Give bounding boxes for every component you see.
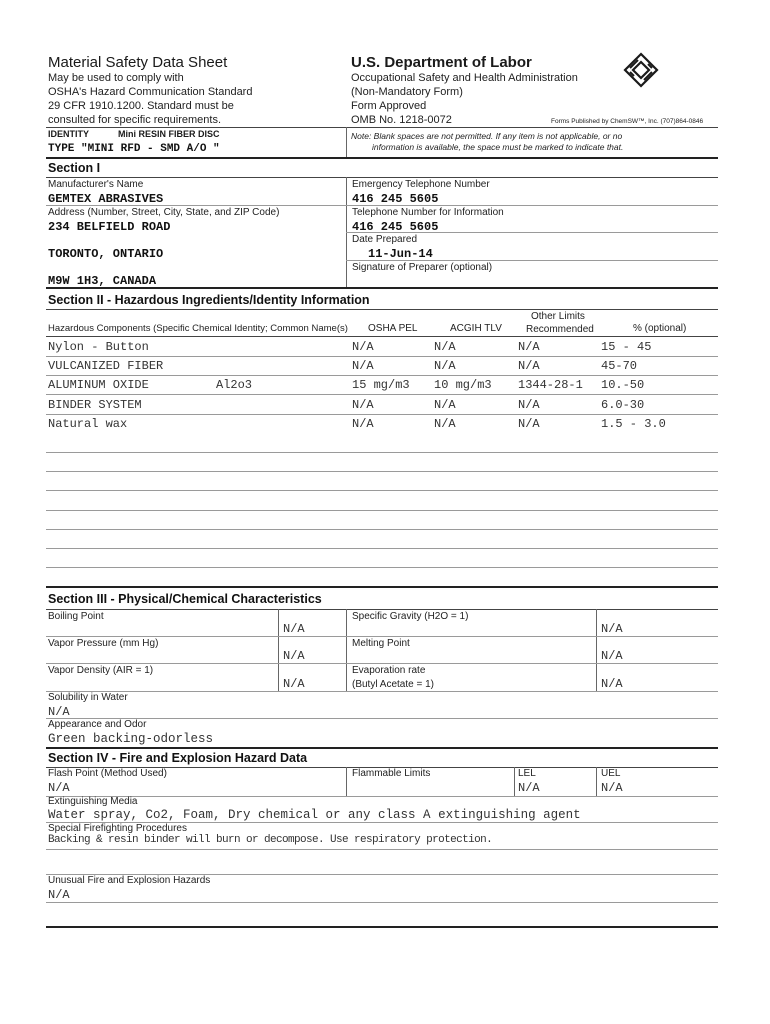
- uel-value: N/A: [601, 781, 623, 795]
- blank-row-line: [46, 548, 718, 549]
- ingredient-name: Nylon - Button: [48, 340, 149, 354]
- header-right-line-3: Form Approved: [351, 100, 427, 112]
- extinguishing-media-value: Water spray, Co2, Foam, Dry chemical or any class A extinguishing agent: [48, 808, 581, 822]
- header-left-line-1: May be used to comply with: [48, 72, 184, 84]
- firefighting-procedures-label: Special Firefighting Procedures: [48, 823, 187, 834]
- blank-row-line: [46, 452, 718, 453]
- ingredient-acgih-tlv: N/A: [434, 340, 456, 354]
- flash-point-label: Flash Point (Method Used): [48, 768, 167, 779]
- emergency-phone-label: Emergency Telephone Number: [352, 179, 490, 190]
- percent-column-header: % (optional): [633, 323, 687, 334]
- ingredient-formula: Al2o3: [216, 378, 253, 392]
- section-2-title: Section II - Hazardous Ingredients/Identity Information: [48, 293, 370, 307]
- flammable-limits-label: Flammable Limits: [352, 768, 431, 779]
- section-1-title: Section I: [48, 161, 101, 175]
- date-prepared-label: Date Prepared: [352, 234, 418, 245]
- ingredient-name: ALUMINUM OXIDE: [48, 378, 149, 392]
- address-line-1: 234 BELFIELD ROAD: [48, 220, 171, 234]
- ingredient-percent: 1.5 - 3.0: [601, 417, 666, 431]
- melting-point-label: Melting Point: [352, 638, 410, 649]
- ingredient-percent: 6.0-30: [601, 398, 645, 412]
- lel-label: LEL: [518, 768, 536, 779]
- chemsw-logo-icon: [621, 52, 661, 88]
- info-phone-label: Telephone Number for Information: [352, 207, 504, 218]
- signature-label: Signature of Preparer (optional): [352, 262, 493, 273]
- osha-pel-column-header: OSHA PEL: [368, 323, 418, 334]
- identity-value: Mini RESIN FIBER DISC: [118, 129, 220, 139]
- publisher-note: Forms Published by ChemSW™, Inc. (707)864-0846: [551, 118, 704, 125]
- ingredient-other-limits: N/A: [518, 398, 540, 412]
- ingredient-percent: 45-70: [601, 359, 638, 373]
- firefighting-procedures-value: Backing & resin binder will burn or decompose. Use respiratory protection.: [48, 834, 493, 846]
- evaporation-rate-value: N/A: [601, 677, 623, 691]
- manufacturer-name: GEMTEX ABRASIVES: [48, 192, 164, 206]
- info-phone: 416 245 5605: [352, 220, 439, 234]
- header-right-line-4: OMB No. 1218-0072: [351, 114, 452, 126]
- uel-label: UEL: [601, 768, 621, 779]
- blank-space-note-line-2: information is available, the space must be marked to indicate that.: [372, 142, 624, 152]
- flash-point-value: N/A: [48, 781, 70, 795]
- blank-row-line: [46, 490, 718, 491]
- blank-row-line: [46, 471, 718, 472]
- ingredient-name: Natural wax: [48, 417, 128, 431]
- section-4-title: Section IV - Fire and Explosion Hazard Data: [48, 751, 308, 765]
- ingredient-percent: 15 - 45: [601, 340, 652, 354]
- vapor-pressure-value: N/A: [283, 649, 305, 663]
- ingredient-acgih-tlv: 10 mg/m3: [434, 378, 492, 392]
- identity-label: IDENTITY: [48, 129, 90, 139]
- header-right-line-1: Occupational Safety and Health Administration: [351, 72, 578, 84]
- ingredient-acgih-tlv: N/A: [434, 398, 456, 412]
- ingredient-other-limits: N/A: [518, 417, 540, 431]
- vapor-density-label: Vapor Density (AIR = 1): [48, 665, 154, 676]
- header-right-line-2: (Non-Mandatory Form): [351, 86, 463, 98]
- ingredient-osha-pel: N/A: [352, 359, 374, 373]
- emergency-phone: 416 245 5605: [352, 192, 439, 206]
- date-prepared: 11-Jun-14: [368, 247, 433, 261]
- header-left-line-2: OSHA's Hazard Communication Standard: [48, 86, 253, 98]
- specific-gravity-label: Specific Gravity (H2O = 1): [352, 611, 469, 622]
- specific-gravity-value: N/A: [601, 622, 623, 636]
- blank-row-line: [46, 510, 718, 511]
- ingredient-acgih-tlv: N/A: [434, 359, 456, 373]
- extinguishing-media-label: Extinguishing Media: [48, 796, 138, 807]
- ingredient-osha-pel: N/A: [352, 398, 374, 412]
- vapor-density-value: N/A: [283, 677, 305, 691]
- other-limits-column-header-line-2: Recommended: [526, 324, 594, 335]
- ingredient-other-limits: N/A: [518, 359, 540, 373]
- other-limits-column-header-line-1: Other Limits: [531, 311, 585, 322]
- header-left-line-4: consulted for specific requirements.: [48, 114, 222, 126]
- appearance-label: Appearance and Odor: [48, 719, 147, 730]
- ingredient-other-limits: N/A: [518, 340, 540, 354]
- agency-title: U.S. Department of Labor: [351, 54, 532, 71]
- blank-space-note-line-1: Note: Blank spaces are not permitted. If any item is not applicable, or no: [351, 131, 623, 141]
- identity-type-value: TYPE "MINI RFD - SMD A/O ": [48, 143, 220, 155]
- lel-value: N/A: [518, 781, 540, 795]
- form-title: Material Safety Data Sheet: [48, 54, 228, 71]
- blank-row-line: [46, 529, 718, 530]
- melting-point-value: N/A: [601, 649, 623, 663]
- unusual-hazards-label: Unusual Fire and Explosion Hazards: [48, 875, 211, 886]
- ingredient-osha-pel: N/A: [352, 340, 374, 354]
- solubility-value: N/A: [48, 705, 70, 719]
- section-3-title: Section III - Physical/Chemical Characteristics: [48, 592, 322, 606]
- boiling-point-value: N/A: [283, 622, 305, 636]
- ingredient-name: VULCANIZED FIBER: [48, 359, 164, 373]
- address-line-2: TORONTO, ONTARIO: [48, 247, 164, 261]
- ingredient-percent: 10.-50: [601, 378, 645, 392]
- ingredient-name: BINDER SYSTEM: [48, 398, 142, 412]
- appearance-value: Green backing-odorless: [48, 732, 214, 746]
- ingredient-osha-pel: 15 mg/m3: [352, 378, 410, 392]
- blank-row-line: [46, 567, 718, 568]
- manufacturer-label: Manufacturer's Name: [48, 179, 144, 190]
- address-line-3: M9W 1H3, CANADA: [48, 274, 157, 288]
- acgih-tlv-column-header: ACGIH TLV: [450, 323, 502, 334]
- evaporation-rate-sublabel: (Butyl Acetate = 1): [352, 679, 434, 690]
- components-column-header: Hazardous Components (Specific Chemical Identity; Common Name(s): [48, 323, 348, 334]
- address-label: Address (Number, Street, City, State, and ZIP Code): [48, 207, 280, 218]
- solubility-label: Solubility in Water: [48, 692, 128, 703]
- unusual-hazards-value: N/A: [48, 888, 70, 902]
- header-left-line-3: 29 CFR 1910.1200. Standard must be: [48, 100, 234, 112]
- ingredient-other-limits: 1344-28-1: [518, 378, 583, 392]
- boiling-point-label: Boiling Point: [48, 611, 104, 622]
- vapor-pressure-label: Vapor Pressure (mm Hg): [48, 638, 159, 649]
- evaporation-rate-label: Evaporation rate: [352, 665, 426, 676]
- ingredient-osha-pel: N/A: [352, 417, 374, 431]
- ingredient-acgih-tlv: N/A: [434, 417, 456, 431]
